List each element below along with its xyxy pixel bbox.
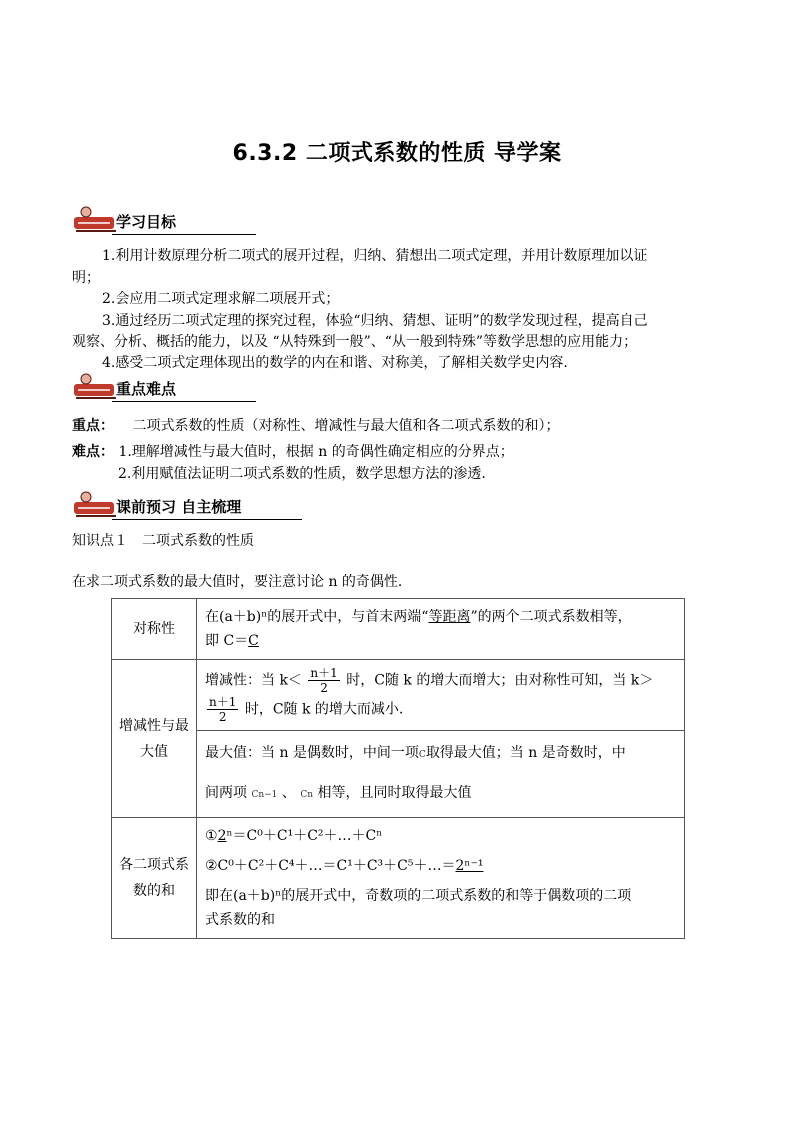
section-logo-icon — [72, 205, 120, 235]
sum-text: 即在(a＋b)ⁿ的展开式中，奇数项的二项式系数的和等于偶数项的二项 — [205, 888, 632, 904]
goal-item: 1.利用计数原理分析二项式的展开过程，归纳、猜想出二项式定理，并用计数原理加以证 — [102, 248, 648, 264]
goal-item: 观察、分析、概括的能力，以及 “从特殊到一般”、“从一般到特殊”等数学思想的应用能力； — [72, 334, 638, 350]
section-key-points — [72, 372, 272, 402]
symmetry-head: 对称性 — [112, 599, 197, 660]
section-goals — [72, 205, 272, 235]
fraction — [207, 695, 238, 724]
section-logo-icon — [72, 372, 120, 402]
goal-item: 明； — [72, 270, 100, 286]
fraction-denominator: 2 — [218, 710, 227, 724]
difficulty-item: 2.利用赋值法证明二项式系数的性质，数学思想方法的渗透. — [118, 466, 486, 482]
section-goals-rule — [112, 234, 256, 235]
max-text: 相等，且同时取得最大值 — [317, 785, 472, 801]
monotonic-text: 增减性：当 k＜ — [205, 672, 302, 689]
symmetry-answer: C — [248, 633, 259, 649]
symmetry-underline: 等距离 — [428, 609, 471, 625]
preview-note: 在求二项式系数的最大值时，要注意讨论 n 的奇偶性． — [72, 574, 412, 590]
monotonic-head: 增减性与最大值 — [112, 660, 197, 818]
tiny-formula: n — [307, 790, 314, 800]
properties-table — [111, 598, 685, 939]
goal-item: 3.通过经历二项式定理的探究过程，体验“归纳、猜想、证明”的数学发现过程，提高自己 — [102, 313, 648, 329]
table-row — [112, 818, 685, 939]
section-goals-heading: 学习目标 — [116, 213, 177, 231]
sum-text: 式系数的和 — [205, 912, 275, 928]
focus-text: 二项式系数的性质（对称性、增减性与最大值和各二项式系数的和）； — [132, 418, 560, 434]
max-text: 、 — [281, 785, 296, 801]
max-text: 最大值：当 n 是偶数时，中间一项 — [205, 745, 419, 761]
focus-line — [72, 415, 724, 437]
monotonic-text: 随 k 的增大而增大；由对称性可知，当 k＞ — [384, 672, 654, 689]
monotonic-body — [197, 660, 685, 731]
focus-label: 重点： — [72, 418, 114, 434]
sum-answer: 2ⁿ⁻¹ — [455, 858, 484, 874]
section-preview — [72, 490, 272, 520]
knowledge-point-title: 知识点１ 二项式系数的性质 — [72, 533, 254, 549]
tiny-formula: C — [418, 750, 426, 760]
section-key-rule — [112, 401, 256, 402]
section-key-points-heading: 重点难点 — [116, 380, 177, 398]
symmetry-formula: ＝ — [234, 633, 249, 649]
monotonic-text: 时，C — [346, 672, 385, 689]
table-row — [112, 599, 685, 660]
symmetry-text: 在(a＋b)ⁿ的展开式中，与首末两端“ — [205, 609, 429, 625]
sum-answer: 2 — [217, 828, 227, 844]
sum-body — [197, 818, 685, 939]
table-row — [112, 660, 685, 731]
fraction — [308, 666, 339, 695]
goal-item: 2.会应用二项式定理求解二项展开式； — [102, 291, 340, 307]
max-body — [197, 731, 685, 818]
monotonic-text: 随 k 的增大而减小. — [283, 701, 404, 718]
difficulty-line — [72, 441, 724, 463]
table-row — [112, 731, 685, 818]
difficulty-label: 难点： — [72, 444, 114, 460]
symmetry-formula: 即 C — [205, 633, 235, 649]
sum-text: ⁿ＝C⁰＋C¹＋C²＋…＋Cⁿ — [226, 828, 383, 844]
sum-head: 各二项式系数的和 — [112, 818, 197, 939]
goal-item: 4.感受二项式定理体现出的数学的内在和谐、对称美，了解相关数学史内容. — [102, 355, 568, 371]
fraction-denominator: 2 — [320, 681, 328, 695]
tiny-formula: C — [251, 790, 259, 800]
section-logo-icon — [72, 490, 120, 520]
sum-text: ②C⁰＋C²＋C⁴＋…＝C¹＋C³＋C⁵＋…＝ — [205, 858, 456, 874]
symmetry-body — [197, 599, 685, 660]
tiny-formula: C — [300, 790, 308, 800]
section-preview-heading: 课前预习 自主梳理 — [116, 498, 242, 516]
section-preview-rule — [112, 519, 302, 520]
sum-text: ① — [205, 828, 218, 844]
max-text: 间两项 — [205, 785, 247, 801]
symmetry-text: ”的两个二项式系数相等， — [470, 609, 632, 625]
tiny-formula: n−1 — [258, 790, 278, 800]
page-title: 6.3.2 二项式系数的性质 导学案 — [232, 141, 562, 166]
monotonic-text: 时，C — [244, 701, 284, 718]
difficulty-item: 1.理解增减性与最大值时，根据 n 的奇偶性确定相应的分界点； — [118, 444, 514, 460]
fraction-numerator: n＋1 — [310, 666, 338, 680]
max-text: 取得最大值；当 n 是奇数时，中 — [425, 745, 626, 761]
fraction-numerator: n＋1 — [209, 695, 237, 709]
